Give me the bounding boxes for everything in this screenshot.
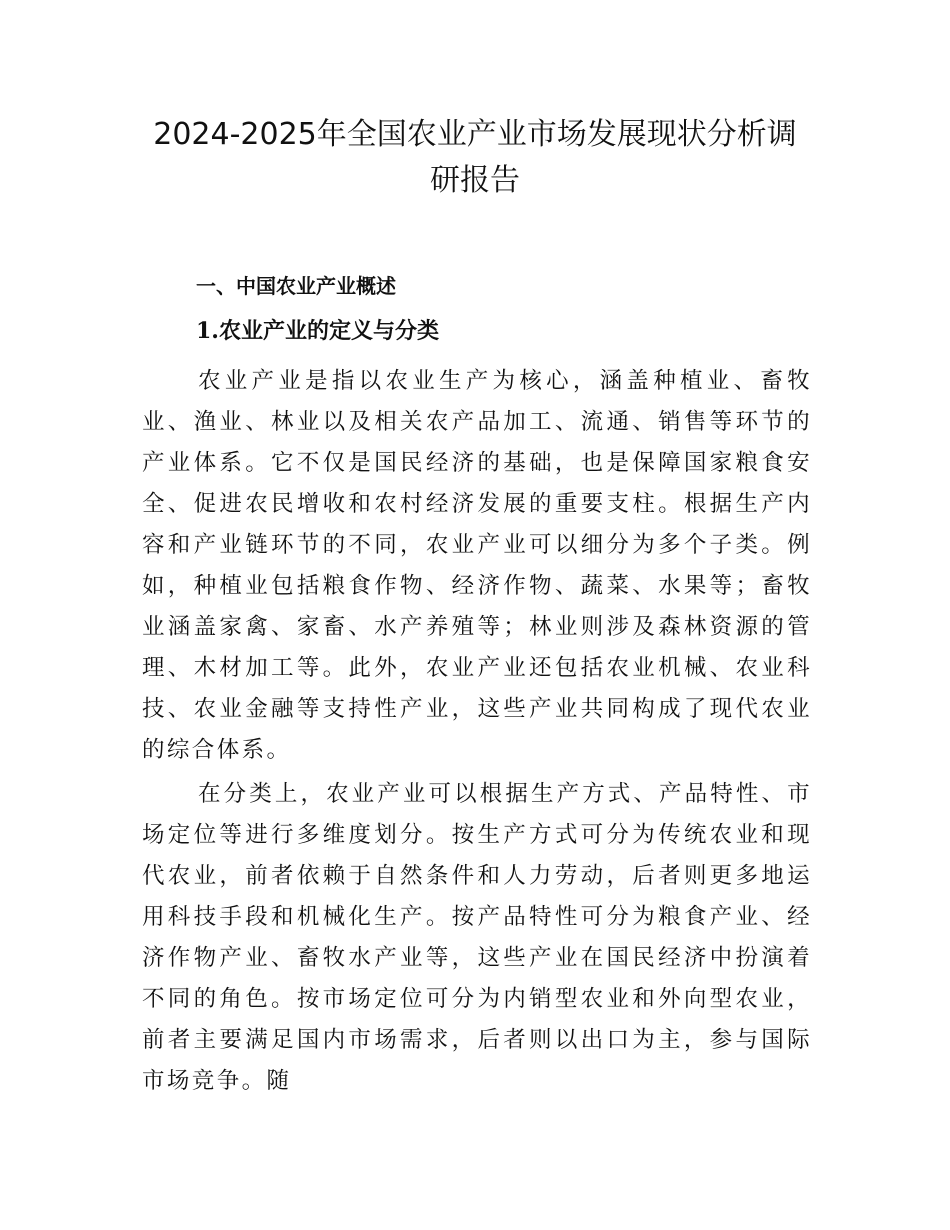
- paragraph-definition: [142, 361, 812, 771]
- paragraph-classification: [142, 774, 812, 1102]
- paragraph-text: 农业产业是指以农业生产为核心，涵盖种植业、畜牧业、渔业、林业以及相关农产品加工、流通、销售等环节的产业体系。它不仅是国民经济的基础，也是保障国家粮食安全、促进农民增收和农村经济发展的重要支柱。根据生产内容和产业链环节的不同，农业产业可以细分为多个子类。例如，种植业包括粮食作物、经济作物、蔬菜、水果等；畜牧业涵盖家禽、家畜、水产养殖等；林业则涉及森林资源的管理、木材加工等。此外，农业产业还包括农业机械、农业科技、农业金融等支持性产业，这些产业共同构成了现代农业的综合体系。: [142, 368, 812, 763]
- subsection-heading: 1.农业产业的定义与分类: [196, 318, 439, 344]
- document-title: 2024-2025年全国农业产业市场发展现状分析调研报告: [153, 117, 797, 198]
- paragraph-text: 在分类上，农业产业可以根据生产方式、产品特性、市场定位等进行多维度划分。按生产方式可分为传统农业和现代农业，前者依赖于自然条件和人力劳动，后者则更多地运用科技手段和机械化生产。按产品特性可分为粮食产业、经济作物产业、畜牧水产业等，这些产业在国民经济中扮演着不同的角色。按市场定位可分为内销型农业和外向型农业，前者主要满足国内市场需求，后者则以出口为主，参与国际市场竞争。随: [142, 781, 812, 1094]
- section-heading: 一、中国农业产业概述: [196, 274, 396, 298]
